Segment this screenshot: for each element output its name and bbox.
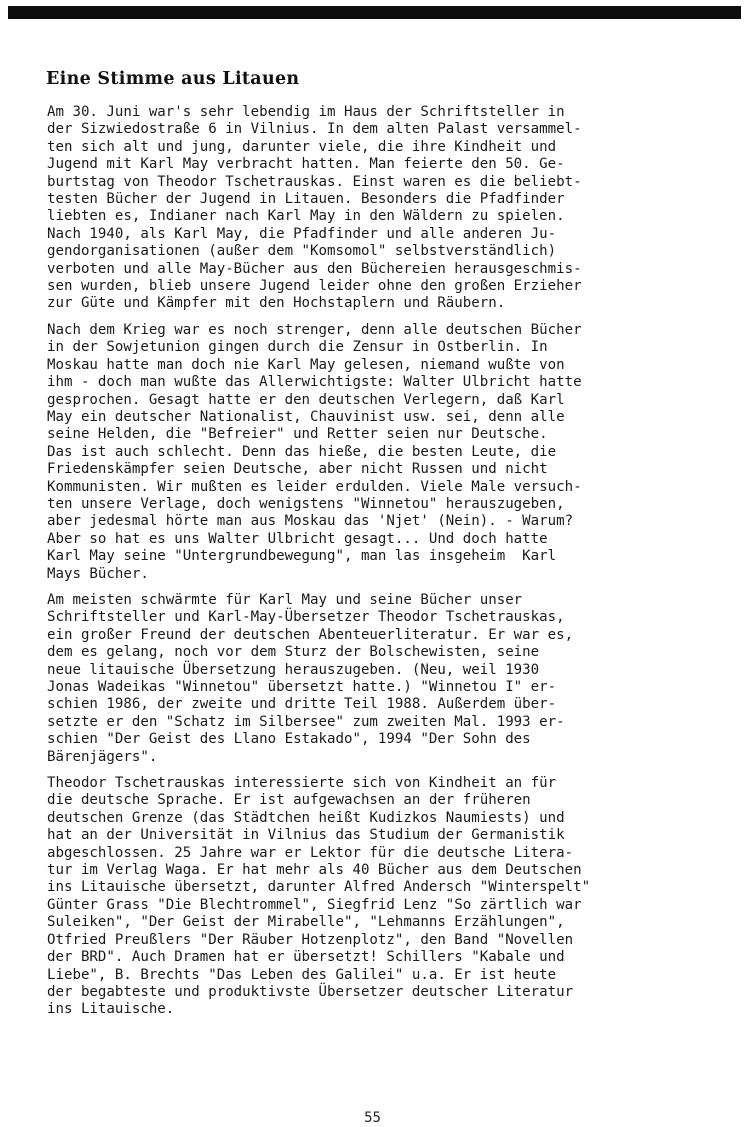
text-line: Nach dem Krieg war es noch strenger, denn alle deutschen Bücher bbox=[47, 321, 582, 338]
text-line: in der Sowjetunion gingen durch die Zensur in Ostberlin. In bbox=[47, 339, 548, 356]
text-line: der begabteste und produktivste Übersetzer deutscher Literatur bbox=[47, 983, 574, 1000]
text-line: Günter Grass "Die Blechtrommel", Siegfrid Lenz "So zärtlich war bbox=[47, 896, 582, 913]
text-line: Moskau hatte man doch nie Karl May gelesen, niemand wußte von bbox=[47, 356, 565, 373]
paragraph bbox=[47, 592, 711, 766]
text-line: ten unsere Verlage, doch wenigstens "Winnetou" herauszugeben, bbox=[47, 495, 565, 512]
text-line: Das ist auch schlecht. Denn das hieße, die besten Leute, die bbox=[47, 443, 557, 460]
text-line: Schriftsteller und Karl-May-Übersetzer Theodor Tschetrauskas, bbox=[47, 609, 565, 626]
text-line: ins Litauische übersetzt, darunter Alfred Andersch "Winterspelt" bbox=[47, 879, 591, 896]
article-title: Eine Stimme aus Litauen bbox=[46, 69, 300, 89]
text-line: Nach 1940, als Karl May, die Pfadfinder und alle anderen Ju- bbox=[47, 225, 557, 242]
text-line: burtstag von Theodor Tschetrauskas. Einst waren es die beliebt- bbox=[47, 173, 582, 190]
top-black-bar bbox=[8, 6, 741, 19]
text-line: seine Helden, die "Befreier" und Retter seien nur Deutsche. bbox=[47, 426, 548, 443]
text-line: Theodor Tschetrauskas interessierte sich von Kindheit an für bbox=[47, 775, 557, 792]
text-line: der Sizwiedostraße 6 in Vilnius. In dem alten Palast versammel- bbox=[47, 121, 582, 138]
text-line: Kommunisten. Wir mußten es leider erdulden. Viele Male versuch- bbox=[47, 478, 582, 495]
text-line: abgeschlossen. 25 Jahre war er Lektor für die deutsche Litera- bbox=[47, 844, 574, 861]
text-line: ein großer Freund der deutschen Abenteuerliteratur. Er war es, bbox=[47, 626, 574, 643]
text-line: gesprochen. Gesagt hatte er den deutschen Verlegern, daß Karl bbox=[47, 391, 565, 408]
text-line: neue litauische Übersetzung herauszugeben. (Neu, weil 1930 bbox=[47, 661, 540, 678]
text-line: Am 30. Juni war's sehr lebendig im Haus der Schriftsteller in bbox=[47, 104, 565, 120]
text-line: Aber so hat es uns Walter Ulbricht gesagt... Und doch hatte bbox=[47, 530, 548, 547]
text-line: ten sich alt und jung, darunter viele, die ihre Kindheit und bbox=[47, 138, 557, 155]
text-line: Otfried Preußlers "Der Räuber Hotzenplotz", den Band "Novellen bbox=[47, 931, 574, 948]
paragraph bbox=[47, 322, 711, 583]
text-line: Jonas Wadeikas "Winnetou" übersetzt hatte.) "Winnetou I" er- bbox=[47, 679, 557, 695]
text-line: Karl May seine "Untergrundbewegung", man las insgeheim Karl bbox=[47, 548, 557, 565]
text-line: Liebe", B. Brechts "Das Leben des Galilei" u.a. Er ist heute bbox=[47, 966, 557, 983]
text-line: testen Bücher der Jugend in Litauen. Besonders die Pfadfinder bbox=[47, 191, 565, 208]
page-number: 55 bbox=[364, 1110, 381, 1126]
article-body bbox=[47, 104, 711, 1028]
text-line: deutschen Grenze (das Städtchen heißt Kudizkos Naumiests) und bbox=[47, 809, 565, 826]
text-line: der BRD". Auch Dramen hat er übersetzt! Schillers "Kabale und bbox=[47, 949, 565, 966]
text-line: schien "Der Geist des Llano Estakado", 1994 "Der Sohn des bbox=[47, 731, 531, 748]
paragraph bbox=[47, 104, 711, 313]
text-line: Suleiken", "Der Geist der Mirabelle", "Lehmanns Erzählungen", bbox=[47, 914, 565, 931]
text-line: hat an der Universität in Vilnius das Studium der Germanistik bbox=[47, 827, 565, 844]
text-line: verboten und alle May-Bücher aus den Büchereien herausgeschmis- bbox=[47, 260, 582, 277]
paragraph bbox=[47, 775, 711, 1019]
text-line: dem es gelang, noch vor dem Sturz der Bolschewisten, seine bbox=[47, 644, 540, 661]
text-line: tur im Verlag Waga. Er hat mehr als 40 Bücher aus dem Deutschen bbox=[47, 862, 582, 879]
text-line: liebten es, Indianer nach Karl May in den Wäldern zu spielen. bbox=[47, 208, 565, 225]
text-line: Friedenskämpfer seien Deutsche, aber nicht Russen und nicht bbox=[47, 461, 548, 478]
text-line: Bärenjägers". bbox=[47, 748, 158, 765]
text-line: May ein deutscher Nationalist, Chauvinist usw. sei, denn alle bbox=[47, 408, 565, 425]
text-line: zur Güte und Kämpfer mit den Hochstaplern und Räubern. bbox=[47, 295, 506, 312]
text-line: Mays Bücher. bbox=[47, 565, 149, 582]
text-line: Jugend mit Karl May verbracht hatten. Man feierte den 50. Ge- bbox=[47, 156, 565, 173]
text-line: ihm - doch man wußte das Allerwichtigste: Walter Ulbricht hatte bbox=[47, 374, 582, 391]
text-line: schien 1986, der zweite und dritte Teil 1988. Außerdem über- bbox=[47, 696, 557, 713]
text-line: gendorganisationen (außer dem "Komsomol" selbstverständlich) bbox=[47, 243, 557, 260]
text-line: sen wurden, blieb unsere Jugend leider ohne den großen Erzieher bbox=[47, 278, 582, 295]
text-line: die deutsche Sprache. Er ist aufgewachsen an der früheren bbox=[47, 792, 531, 809]
text-line: aber jedesmal hörte man aus Moskau das 'Njet' (Nein). - Warum? bbox=[47, 513, 574, 530]
text-line: Am meisten schwärmte für Karl May und seine Bücher unser bbox=[47, 591, 523, 608]
text-line: ins Litauische. bbox=[47, 1001, 175, 1018]
text-line: setzte er den "Schatz im Silbersee" zum zweiten Mal. 1993 er- bbox=[47, 713, 565, 730]
